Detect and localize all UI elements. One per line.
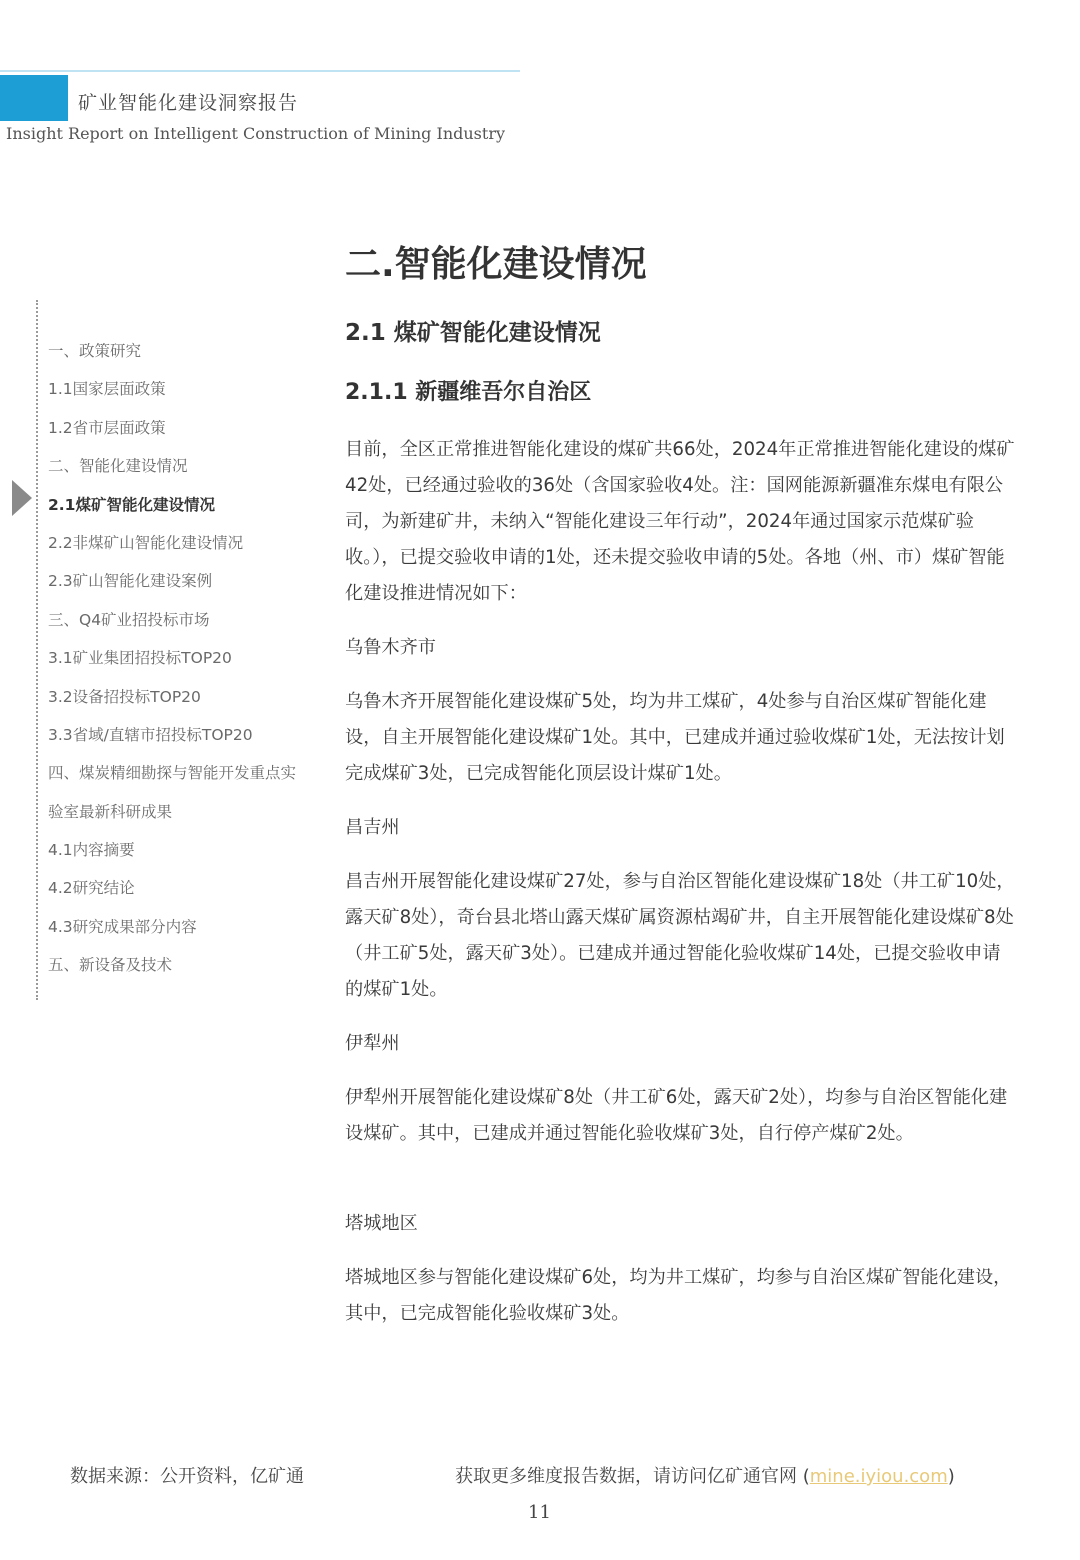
website-link[interactable]: mine.iyiou.com bbox=[809, 1466, 948, 1487]
header-accent-block bbox=[0, 75, 68, 121]
report-title-en: Insight Report on Intelligent Construction of Mining Industry bbox=[6, 124, 505, 143]
toc-item[interactable]: 3.1矿业集团招投标TOP20 bbox=[48, 649, 232, 668]
more-data-close: ) bbox=[947, 1466, 955, 1487]
toc-item[interactable]: 二、智能化建设情况 bbox=[48, 457, 188, 476]
header-rule bbox=[0, 70, 520, 72]
more-data-text: 获取更多维度报告数据，请访问亿矿通官网 ( bbox=[455, 1466, 810, 1487]
toc-item[interactable]: 三、Q4矿业招投标市场 bbox=[48, 610, 210, 629]
region-paragraph-yili: 伊犁州开展智能化建设煤矿8处（井工矿6处，露天矿2处），均参与自治区智能化建设煤矿。其中，已建成并通过智能化验收煤矿3处，自行停产煤矿2处。 bbox=[345, 1087, 1008, 1144]
intro-paragraph: 目前，全区正常推进智能化建设的煤矿共66处，2024年正常推进智能化建设的煤矿42处，已经通过验收的36处（含国家验收4处。注：国网能源新疆准东煤电有限公司，为新建矿井，未纳入“智能化建设三年行动”，2024年通过国家示范煤矿验收。），已提交验收申请的1处，还未提交验收申请的5处。各地（州、市）煤矿智能化建设推进情况如下： bbox=[345, 439, 1015, 604]
toc-item[interactable]: 4.3研究成果部分内容 bbox=[48, 917, 197, 936]
toc-item[interactable]: 3.3省域/直辖市招投标TOP20 bbox=[48, 725, 253, 744]
current-section-arrow-icon bbox=[12, 480, 32, 516]
region-paragraph-tacheng: 塔城地区参与智能化建设煤矿6处，均为井工煤矿，均参与自治区煤矿智能化建设，其中，已完成智能化验收煤矿3处。 bbox=[345, 1267, 1012, 1324]
region-heading-tacheng: 塔城地区 bbox=[345, 1213, 418, 1234]
toc-item[interactable]: 2.2非煤矿山智能化建设情况 bbox=[48, 533, 244, 552]
section-title: 二.智能化建设情况 bbox=[345, 244, 647, 285]
more-data-note bbox=[455, 1462, 955, 1488]
table-of-contents bbox=[48, 332, 338, 985]
toc-item[interactable]: 1.2省市层面政策 bbox=[48, 418, 166, 437]
toc-item[interactable]: 一、政策研究 bbox=[48, 342, 142, 360]
region-heading-changji: 昌吉州 bbox=[345, 817, 400, 838]
subsection-heading: 2.1 煤矿智能化建设情况 bbox=[345, 320, 601, 346]
report-title-cn: 矿业智能化建设洞察报告 bbox=[78, 92, 299, 114]
toc-item[interactable]: 五、新设备及技术 bbox=[48, 956, 173, 975]
toc-item[interactable]: 验室最新科研成果 bbox=[48, 802, 173, 821]
toc-item[interactable]: 2.3矿山智能化建设案例 bbox=[48, 572, 213, 591]
region-paragraph-urumqi: 乌鲁木齐开展智能化建设煤矿5处，均为井工煤矿，4处参与自治区煤矿智能化建设，自主开展智能化建设煤矿1处。其中，已建成并通过验收煤矿1处，无法按计划完成煤矿3处，已完成智能化顶层设计煤矿1处。 bbox=[345, 691, 1005, 784]
region-paragraph-changji: 昌吉州开展智能化建设煤矿27处，参与自治区智能化建设煤矿18处（井工矿10处，露天矿8处），奇台县北塔山露天煤矿属资源枯竭矿井，自主开展智能化建设煤矿8处（井工矿5处，露天矿3处）。已建成并通过智能化验收煤矿14处，已提交验收申请的煤矿1处。 bbox=[345, 871, 1015, 1000]
toc-item[interactable]: 1.1国家层面政策 bbox=[48, 380, 166, 399]
data-source-note: 数据来源：公开资料，亿矿通 bbox=[70, 1466, 304, 1487]
toc-item[interactable]: 3.2设备招投标TOP20 bbox=[48, 687, 201, 706]
page-number: 11 bbox=[528, 1502, 551, 1523]
region-heading-urumqi: 乌鲁木齐市 bbox=[345, 637, 436, 658]
toc-divider bbox=[36, 300, 38, 1000]
region-heading-yili: 伊犁州 bbox=[345, 1033, 400, 1054]
toc-item[interactable]: 4.1内容摘要 bbox=[48, 841, 135, 860]
sub-subsection-heading: 2.1.1 新疆维吾尔自治区 bbox=[345, 380, 592, 405]
toc-item[interactable]: 四、煤炭精细勘探与智能开发重点实 bbox=[48, 764, 297, 783]
toc-item-active[interactable]: 2.1煤矿智能化建设情况 bbox=[48, 495, 215, 514]
toc-item[interactable]: 4.2研究结论 bbox=[48, 879, 135, 898]
